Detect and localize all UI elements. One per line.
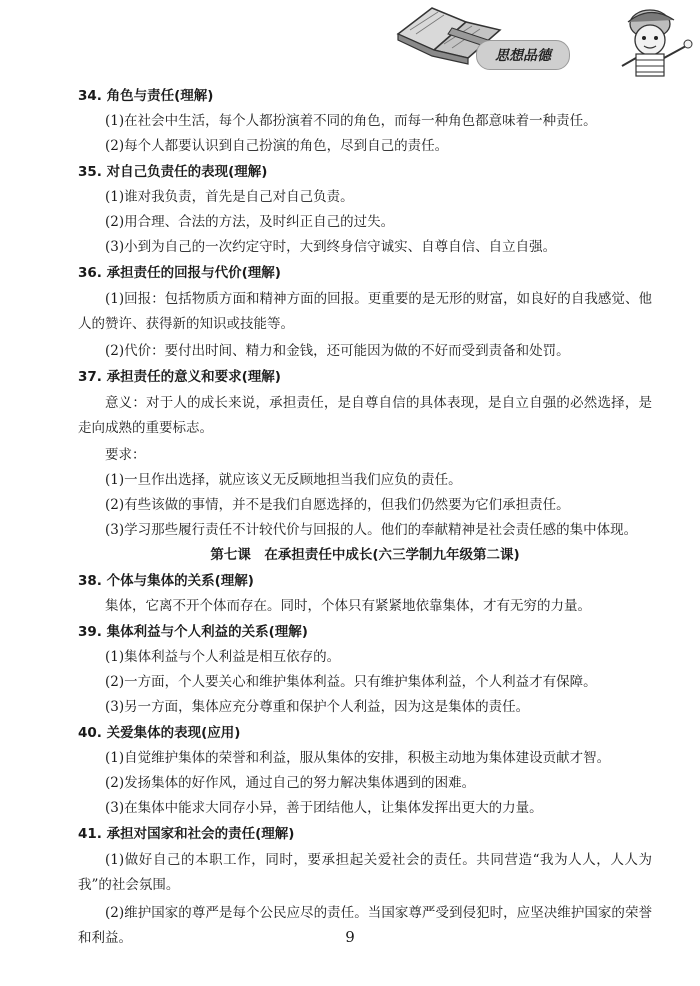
cartoon-boy-icon — [622, 10, 692, 76]
paragraph: (2)维护国家的尊严是每个公民应尽的责任。当国家尊严受到侵犯时，应坚决维护国家的荣誉和利益。 — [78, 905, 652, 946]
section-heading: 39. 集体利益与个人利益的关系(理解) — [78, 624, 308, 640]
section-heading: 34. 角色与责任(理解) — [78, 88, 214, 104]
paragraph: (3)另一方面，集体应充分尊重和保护个人利益，因为这是集体的责任。 — [105, 699, 530, 715]
section-heading: 38. 个体与集体的关系(理解) — [78, 573, 254, 589]
section-heading: 41. 承担对国家和社会的责任(理解) — [78, 826, 295, 842]
paragraph: (1)在社会中生活，每个人都扮演着不同的角色，而每一种角色都意味着一种责任。 — [105, 113, 597, 129]
paragraph: (1)一旦作出选择，就应该义无反顾地担当我们应负的责任。 — [105, 472, 462, 488]
document-body — [78, 84, 652, 954]
subject-badge — [476, 40, 570, 70]
paragraph: (2)代价：要付出时间、精力和金钱，还可能因为做的不好而受到责备和处罚。 — [105, 343, 570, 359]
paragraph: 意义：对于人的成长来说，承担责任，是自尊自信的具体表现，是自立自强的必然选择，是走向成熟的重要标志。 — [78, 395, 652, 436]
section-heading: 37. 承担责任的意义和要求(理解) — [78, 369, 281, 385]
lesson-title: 第七课 在承担责任中成长(六三学制九年级第二课) — [210, 547, 520, 563]
paragraph: (2)每个人都要认识到自己扮演的角色，尽到自己的责任。 — [105, 138, 449, 154]
paragraph: (1)自觉维护集体的荣誉和利益，服从集体的安排，积极主动地为集体建设贡献才智。 — [105, 750, 611, 766]
paragraph: (2)一方面，个人要关心和维护集体利益。只有维护集体利益，个人利益才有保障。 — [105, 674, 597, 690]
subject-badge-label: 思想品德 — [495, 48, 551, 64]
paragraph: (1)做好自己的本职工作，同时，要承担起关爱社会的责任。共同营造“我为人人，人人为我”的社会氛围。 — [78, 852, 652, 893]
section-heading: 36. 承担责任的回报与代价(理解) — [78, 265, 281, 281]
paragraph: (1)回报：包括物质方面和精神方面的回报。更重要的是无形的财富，如良好的自我感觉、他人的赞许、获得新的知识或技能等。 — [78, 291, 652, 332]
paragraph: (1)谁对我负责，首先是自己对自己负责。 — [105, 189, 354, 205]
paragraph: (3)在集体中能求大同存小异，善于团结他人，让集体发挥出更大的力量。 — [105, 800, 543, 816]
paragraph: 要求： — [105, 447, 146, 463]
page-number: 9 — [345, 928, 355, 946]
paragraph: (2)有些该做的事情，并不是我们自愿选择的，但我们仍然要为它们承担责任。 — [105, 497, 570, 513]
paragraph: (3)学习那些履行责任不计较代价与回报的人。他们的奉献精神是社会责任感的集中体现。 — [105, 522, 638, 538]
paragraph: (3)小到为自己的一次约定守时，大到终身信守诚实、自尊自信、自立自强。 — [105, 239, 557, 255]
section-heading: 40. 关爱集体的表现(应用) — [78, 725, 241, 741]
section-heading: 35. 对自己负责任的表现(理解) — [78, 164, 268, 180]
paragraph: (1)集体利益与个人利益是相互依存的。 — [105, 649, 341, 665]
paragraph: 集体，它离不开个体而存在。同时，个体只有紧紧地依靠集体，才有无穷的力量。 — [105, 598, 591, 614]
paragraph: (2)用合理、合法的方法，及时纠正自己的过失。 — [105, 214, 395, 230]
paragraph: (2)发扬集体的好作风，通过自己的努力解决集体遇到的困难。 — [105, 775, 476, 791]
